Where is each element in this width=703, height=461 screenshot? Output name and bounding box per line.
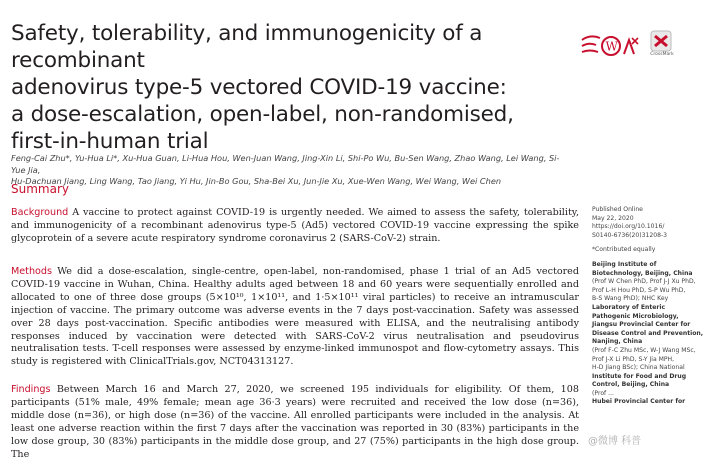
publication-info	[592, 206, 688, 240]
abstract-findings	[11, 384, 579, 461]
affiliation-line: (Prof ...	[592, 389, 614, 397]
methods-text: We did a dose-escalation, single-centre, open-label, non-randomised, phase 1 trial of an Ad5 vectored COVID-19 vaccine in Wuhan, China. Healthy adults aged between 18 and 60 years were sequentially enrolled and allocated to one of three dose groups (5×10¹⁰, 1×10¹¹, and 1·5×10¹¹ viral particles) to receive an intramuscular injection of vaccine. The primary outcome was adverse events in the 7 days post-vaccination. Safety was assessed over 28 days post-vaccination. Specific antibodies were measured with ELISA, and the neutralising antibody responses induced by vaccination were detected with SARS-CoV-2 virus neutralisation and pseudovirus neutralisation tests. T-cell responses were assessed by enzyme-linked immunospot and flow-cytometry assays. This study is registered with ClinicalTrials.gov, NCT04313127.	[11, 266, 579, 368]
abstract-background	[11, 207, 579, 246]
published-line: Published Online	[592, 206, 643, 213]
doi-link[interactable]: https://doi.org/10.1016/	[592, 223, 665, 231]
affiliation-line: B-S Wang PhD); NHC Key	[592, 295, 669, 303]
affiliation-line: Prof J-X Li PhD, S-Y Jia MPH,	[592, 355, 675, 363]
affiliation-line: Beijing Institute of	[592, 260, 657, 268]
watermark: @微博 科普	[588, 436, 642, 447]
title-line: first-in-human trial	[11, 129, 209, 154]
crossmark-icon[interactable]	[650, 30, 672, 52]
background-text: A vaccine to protect against COVID-19 is urgently needed. We aimed to assess the safety, tolerability, and immunogenicity of a recombinant adenovirus type-5 (Ad5) vectored COVID-19 vaccine expressing the spike glycoprotein of a severe acute respiratory syndrome coronavirus 2 (SARS-CoV-2) strain.	[11, 207, 579, 244]
published-date: May 22, 2020	[592, 214, 634, 222]
abstract-methods	[11, 266, 579, 369]
affiliation-line: H-D Jiang BSc); China National	[592, 364, 685, 372]
affiliation-line: Control, Beijing, China	[592, 381, 670, 389]
author-line: Feng-Cai Zhu*, Yu-Hua Li*, Xu-Hua Guan, Li-Hua Hou, Wen-Juan Wang, Jing-Xin Li, Shi-Po Wu, Bu-Sen Wang, Zhao Wang, Lei Wang, Si-Yue Jia,	[11, 153, 560, 175]
affiliation-line: Nanjing, China	[592, 338, 643, 346]
affiliation-line: Hubei Provincial Center for	[592, 398, 686, 406]
title-line: Safety, tolerability, and immunogenicity of a recombinant	[11, 21, 483, 73]
affiliation-line: (Prof W Chen PhD, Prof J-J Xu PhD,	[592, 278, 696, 286]
journal-logo-letter: W	[605, 39, 618, 54]
doi-link-suffix[interactable]: S0140-6736(20)31208-3	[592, 231, 668, 239]
contributed-note: *Contributed equally	[592, 246, 656, 254]
affiliation-line: Biotechnology, Beijing, China	[592, 269, 693, 277]
author-list	[11, 153, 571, 188]
journal-logo-icon	[580, 32, 644, 60]
affiliation-line: Disease Control and Prevention,	[592, 329, 703, 337]
crossmark-label: CrossMark	[650, 52, 674, 57]
title-line: a dose-escalation, open-label, non-randomised,	[11, 102, 514, 127]
title-line: adenovirus type-5 vectored COVID-19 vaccine:	[11, 75, 507, 100]
methods-label: Methods	[11, 266, 52, 277]
background-label: Background	[11, 207, 69, 218]
affiliations	[592, 260, 703, 407]
header-logos	[580, 30, 680, 66]
paper-title	[11, 20, 551, 155]
author-line: Hu-Dachuan Jiang, Ling Wang, Tao Jiang, Yi Hu, Jin-Bo Gou, Sha-Bei Xu, Jun-Jie Xu, Xue-Wen Wang, Wei Wang, Wei Chen	[11, 176, 502, 186]
affiliation-line: Pathogenic Microbiology,	[592, 312, 679, 320]
affiliation-line: Prof L-H Hou PhD, S-P Wu PhD,	[592, 286, 686, 294]
affiliation-line: (Prof F-C Zhu MSc, W-J Wang MSc,	[592, 346, 696, 354]
sidebar-notes	[592, 206, 703, 413]
affiliation-line: Jiangsu Provincial Center for	[592, 321, 691, 329]
summary-heading: Summary	[11, 182, 69, 196]
affiliation-line: Laboratory of Enteric	[592, 303, 666, 311]
findings-text: Between March 16 and March 27, 2020, we screened 195 individuals for eligibility. Of them, 108 participants (51% male, 49% female; mean age 36·3 years) were recruited and received the low dose (n=36), middle dose (n=36), or high dose (n=36) of the vaccine. All enrolled participants were included in the analysis. At least one adverse reaction within the first 7 days after the vaccination was reported in 30 (83%) participants in the low dose group, 30 (83%) participants in the middle dose group, and 27 (75%) participants in the high dose group. The	[11, 384, 579, 460]
findings-label: Findings	[11, 384, 51, 395]
affiliation-line: Institute for Food and Drug	[592, 372, 687, 380]
